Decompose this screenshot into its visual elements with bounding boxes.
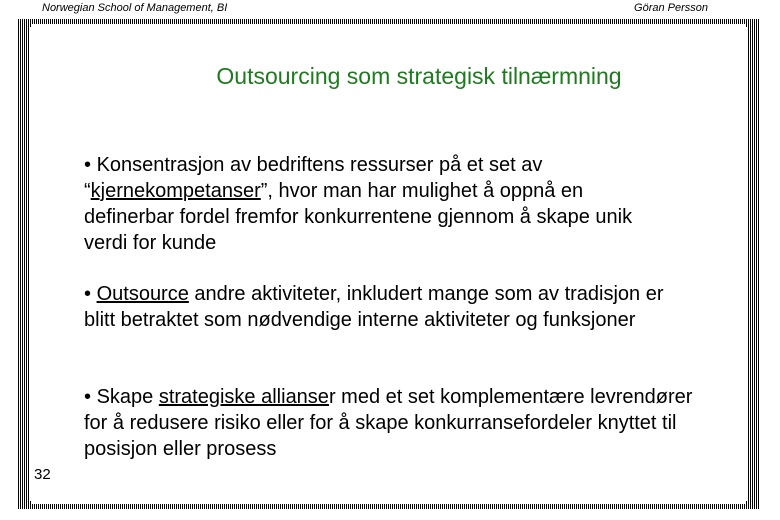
bullet-underlined-term: Outsource <box>96 283 189 305</box>
bullet-text-post: r med et set komplementære levrendører for å redusere risiko eller for å skape konkurransefordeler knyttet til posisjon eller prosess <box>84 386 693 460</box>
bullet-text-pre: Skape <box>91 386 159 408</box>
bullet-text-pre: Konsentrasjon av bedriftens ressurser på et set av “ <box>84 154 543 202</box>
bullet-underlined-term: kjernekompetanser <box>90 180 261 202</box>
bullet-item-core-competence <box>84 152 664 256</box>
header-school: Norwegian School of Management, BI <box>42 2 228 14</box>
bullet-text-post: ”, hvor man har mulighet å oppnå en definerbar fordel fremfor konkurrentene gjennom å skape unik verdi for kunde <box>84 180 633 254</box>
slide-title: Outsourcing som strategisk tilnærmning <box>216 63 622 89</box>
bullet-item-alliances <box>84 384 704 462</box>
bullet-underlined-term: strategiske allianse <box>158 386 329 408</box>
bullet-marker: • <box>84 283 92 305</box>
header-author: Göran Persson <box>634 2 708 14</box>
bullet-text-post: andre aktiviteter, inkludert mange som av tradisjon er blitt betraktet som nødvendige interne aktiviteter og funksjoner <box>84 283 664 331</box>
page-number: 32 <box>34 466 51 483</box>
bullet-marker: • <box>84 386 92 408</box>
bullet-marker: • <box>84 154 92 176</box>
bullet-item-outsource <box>84 281 664 333</box>
